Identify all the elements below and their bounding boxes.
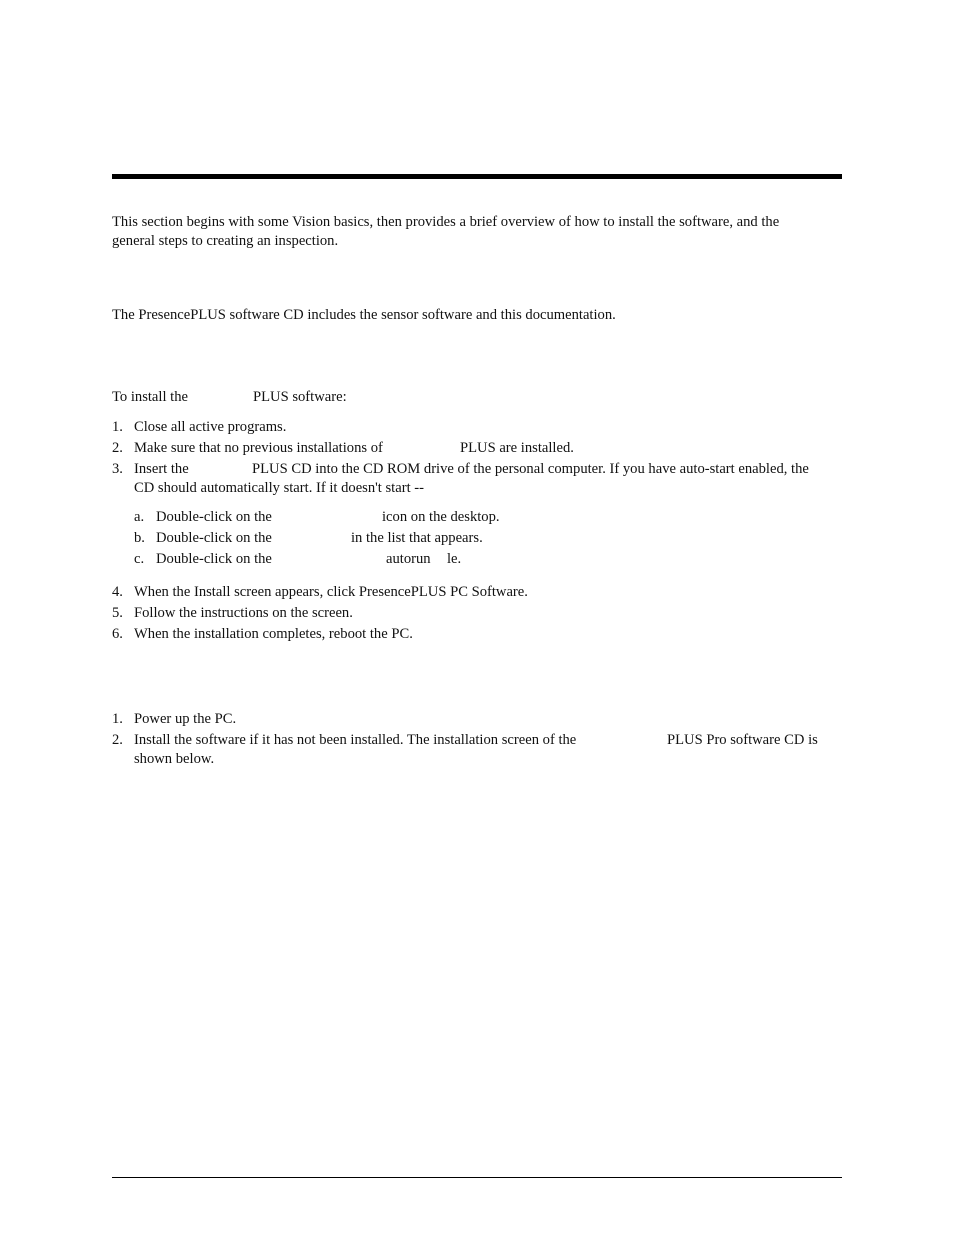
- step-text: PLUS Pro software CD is: [667, 732, 818, 748]
- intro-paragraph: [112, 213, 842, 251]
- step-text: Follow the instructions on the screen.: [134, 605, 353, 621]
- step-number: 2.: [112, 732, 123, 748]
- step-text: When the installation completes, reboot the PC.: [134, 626, 413, 642]
- substep-text: icon on the desktop.: [382, 509, 500, 525]
- intro-line-1: This section begins with some Vision basics, then provides a brief overview of how to install the software, and the: [112, 214, 780, 230]
- step-text: Power up the PC.: [134, 711, 237, 727]
- step-text: Close all active programs.: [134, 419, 287, 435]
- substep-text: in the list that appears.: [351, 530, 483, 546]
- substep-text: Double-click on the: [156, 551, 272, 567]
- step-text: CD should automatically start. If it doesn't start --: [134, 480, 424, 496]
- step-number: 3.: [112, 461, 123, 477]
- step-text: Insert the: [134, 461, 189, 477]
- step-number: 2.: [112, 440, 123, 456]
- step-text: When the Install screen appears, click PresencePLUS PC Software.: [134, 584, 528, 600]
- substep-letter: c.: [134, 551, 145, 567]
- substep-letter: a.: [134, 509, 145, 525]
- intro-line-2: general steps to creating an inspection.: [112, 233, 339, 249]
- step-text: PLUS are installed.: [460, 440, 574, 456]
- footer-rule: [112, 1177, 842, 1178]
- cd-paragraph: The PresencePLUS software CD includes the sensor software and this documentation.: [112, 307, 616, 323]
- step-number: 1.: [112, 419, 123, 435]
- step-text: shown below.: [134, 751, 215, 767]
- step-number: 4.: [112, 584, 123, 600]
- step-text: PLUS CD into the CD ROM drive of the personal computer. If you have auto-start enabled, the: [252, 461, 809, 477]
- step-number: 5.: [112, 605, 123, 621]
- step-number: 1.: [112, 711, 123, 727]
- substep-text: Double-click on the: [156, 530, 272, 546]
- step-number: 6.: [112, 626, 123, 642]
- substep-text: le.: [447, 551, 462, 567]
- substep-text: autorun: [386, 551, 431, 567]
- substep-letter: b.: [134, 530, 145, 546]
- install-lead-end: PLUS software:: [253, 389, 347, 405]
- step-text: Make sure that no previous installations of: [134, 440, 383, 456]
- heading-rule: [112, 174, 842, 179]
- install-lead-start: To install the: [112, 389, 188, 405]
- substep-text: Double-click on the: [156, 509, 272, 525]
- step-text: Install the software if it has not been installed. The installation screen of the: [134, 732, 577, 748]
